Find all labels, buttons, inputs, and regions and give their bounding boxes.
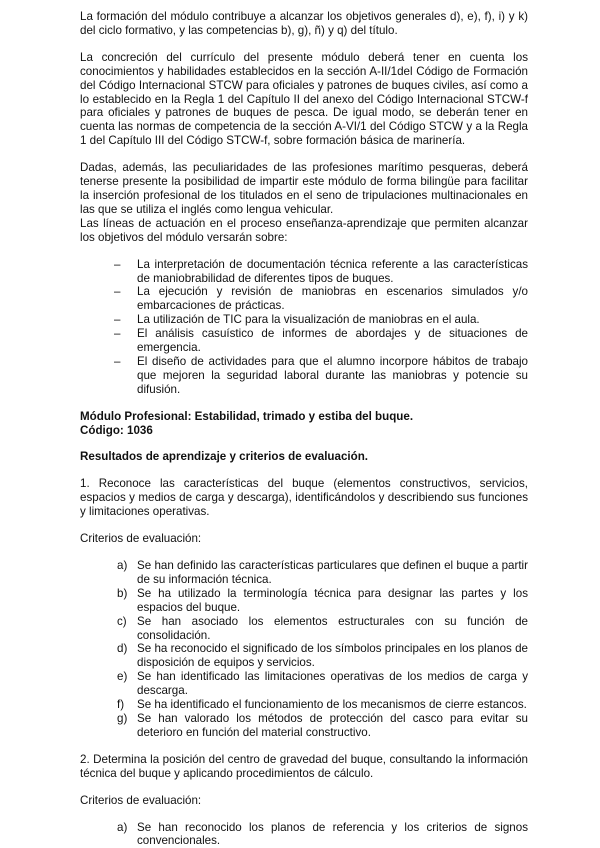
list-item-text: Se han definido las características particulares que definen el buque a partir de su información técnica.: [137, 559, 528, 586]
list-item-text: La ejecución y revisión de maniobras en escenarios simulados y/o embarcaciones de prácticas.: [137, 285, 528, 312]
criteria-list-2: [80, 821, 528, 848]
list-item-text: El análisis casuístico de informes de abordajes y de situaciones de emergencia.: [137, 327, 528, 354]
list-item-text: Se han identificado las limitaciones operativas de los medios de carga y descarga.: [137, 670, 528, 697]
letter-marker: b): [117, 587, 127, 601]
paragraph-curriculum: La concreción del currículo del presente módulo deberá tener en cuenta los conocimientos y habilidades establecidos en la sección A-II/1del Código de Formación del Código Internacional STCW para oficiales y patrones de buques civiles, así como a lo establecido en la Regla 1 del Capítulo II del anexo del Código Internacional STCW-f para oficiales y patrones de buques de pesca. De igual modo, se deberán tener en cuenta las normas de competencia de la sección A-VI/1 del Código STCW y a la Regla 1 del Capítulo III del Código STCW-f, sobre formación básica de marinería.: [80, 51, 528, 148]
list-item-text: Se ha utilizado la terminología técnica para designar las partes y los espacios del buque.: [137, 587, 528, 614]
list-item-text: Se ha reconocido el significado de los símbolos principales en los planos de disposición de equipos y servicios.: [137, 642, 528, 669]
list-item-text: Se han reconocido los planos de referencia y los criterios de signos convencionales.: [137, 821, 528, 848]
list-item: [137, 670, 528, 698]
letter-marker: f): [117, 698, 124, 712]
criteria-label: Criterios de evaluación:: [80, 532, 528, 546]
list-item: [137, 821, 528, 848]
list-item: [137, 712, 528, 740]
letter-marker: g): [117, 712, 127, 726]
list-item: [137, 355, 528, 397]
paragraph-objectives: La formación del módulo contribuye a alcanzar los objetivos generales d), e), f), i) y k) del ciclo formativo, y las competencias b), g), ñ) y q) del título.: [80, 10, 528, 38]
list-item: [137, 559, 528, 587]
letter-marker: d): [117, 642, 127, 656]
results-heading: Resultados de aprendizaje y criterios de evaluación.: [80, 450, 528, 464]
paragraph-bilingual: Dadas, además, las peculiaridades de las profesiones marítimo pesqueras, deberá tenerse presente la posibilidad de impartir este módulo de forma bilingüe para facilitar la inserción profesional de los titulados en el seno de tripulaciones multinacionales en las que se utiliza el inglés como lengua vehicular.: [80, 161, 528, 217]
learning-result-1: 1. Reconoce las características del buque (elementos constructivos, servicios, espacios y medios de carga y descarga), identificándolos y describiendo sus funciones y limitaciones operativas.: [80, 477, 528, 519]
criteria-list-1: [80, 559, 528, 740]
module-code: Código: 1036: [80, 424, 528, 438]
dash-marker: –: [114, 355, 120, 369]
list-item: [137, 698, 528, 712]
dash-marker: –: [114, 313, 120, 327]
dash-marker: –: [114, 285, 120, 299]
dash-marker: –: [114, 327, 120, 341]
letter-marker: c): [117, 615, 127, 629]
letter-marker: a): [117, 821, 127, 835]
list-item: [137, 285, 528, 313]
paragraph-action-lines: Las líneas de actuación en el proceso enseñanza-aprendizaje que permiten alcanzar los objetivos del módulo versarán sobre:: [80, 217, 528, 245]
list-item-text: Se han valorado los métodos de protección del casco para evitar su deterioro en función del material constructivo.: [137, 712, 528, 739]
action-lines-list: [80, 258, 528, 397]
list-item-text: Se han asociado los elementos estructurales con su función de consolidación.: [137, 615, 528, 642]
list-item: [137, 615, 528, 643]
dash-marker: –: [114, 258, 120, 272]
letter-marker: a): [117, 559, 127, 573]
document-page: [80, 10, 528, 848]
list-item-text: Se ha identificado el funcionamiento de los mecanismos de cierre estancos.: [137, 698, 527, 711]
list-item-text: La utilización de TIC para la visualización de maniobras en el aula.: [137, 313, 480, 326]
list-item-text: La interpretación de documentación técnica referente a las características de maniobrabilidad de diferentes tipos de buques.: [137, 258, 528, 285]
letter-marker: e): [117, 670, 127, 684]
list-item: [137, 642, 528, 670]
list-item: [137, 587, 528, 615]
list-item: [137, 313, 528, 327]
learning-result-2: 2. Determina la posición del centro de gravedad del buque, consultando la información técnica del buque y aplicando procedimientos de cálculo.: [80, 753, 528, 781]
list-item: [137, 258, 528, 286]
list-item-text: El diseño de actividades para que el alumno incorpore hábitos de trabajo que mejoren la seguridad laboral durante las maniobras y potencie su difusión.: [137, 355, 528, 396]
list-item: [137, 327, 528, 355]
module-title: Módulo Profesional: Estabilidad, trimado y estiba del buque.: [80, 410, 528, 424]
criteria-label: Criterios de evaluación:: [80, 794, 528, 808]
